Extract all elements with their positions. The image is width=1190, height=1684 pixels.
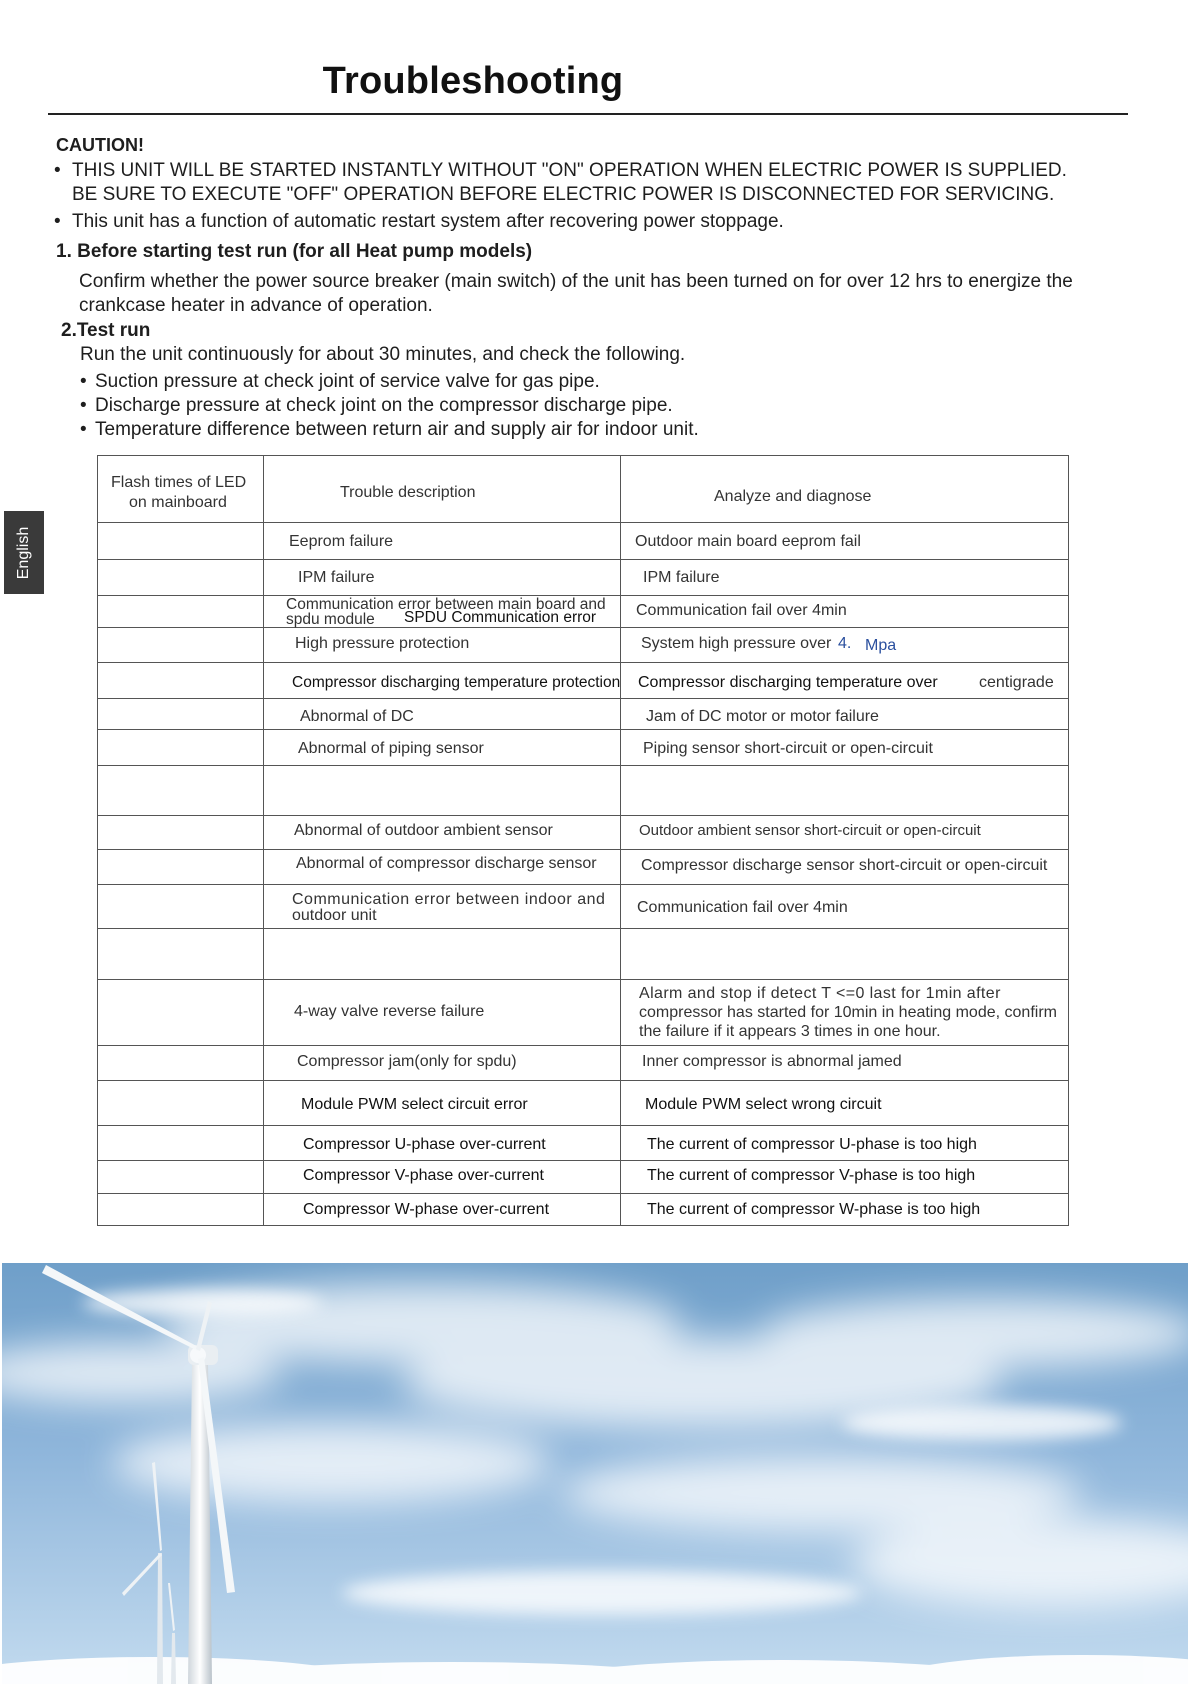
check-item: • Discharge pressure at check joint on the compressor discharge pipe. xyxy=(95,394,673,418)
trouble-cell: Module PWM select circuit error xyxy=(301,1096,528,1113)
trouble-cell: 4-way valve reverse failure xyxy=(294,1003,485,1020)
section-2-intro: Run the unit continuously for about 30 minutes, and check the following. xyxy=(80,344,686,365)
trouble-cell: Abnormal of compressor discharge sensor xyxy=(296,855,597,872)
check-item: • Temperature difference between return air and supply air for indoor unit. xyxy=(95,418,699,442)
trouble-cell-line-2: spdu module xyxy=(286,611,375,628)
table-border xyxy=(1068,455,1069,1226)
trouble-cell: High pressure protection xyxy=(295,635,470,652)
diagnose-cell: Outdoor ambient sensor short-circuit or open-circuit xyxy=(639,822,981,839)
diagnose-cell: The current of compressor U-phase is too high xyxy=(647,1136,977,1153)
caution-bullet-1-line-2: BE SURE TO EXECUTE "OFF" OPERATION BEFORE ELECTRIC POWER IS DISCONNECTED FOR SERVICING. xyxy=(72,184,1055,205)
trouble-cell: Abnormal of DC xyxy=(300,708,414,725)
table-row-divider xyxy=(97,849,1069,850)
trouble-cell-line-1: Communication error between main board and xyxy=(286,596,606,613)
table-border xyxy=(97,455,1069,456)
diagnose-cell: The current of compressor V-phase is too high xyxy=(647,1167,976,1184)
table-divider xyxy=(620,455,621,1226)
language-tab-label: English xyxy=(15,526,32,579)
diagnose-cell: Module PWM select wrong circuit xyxy=(645,1096,882,1113)
table-row-divider xyxy=(97,1193,1069,1194)
diagnose-cell: Inner compressor is abnormal jamed xyxy=(642,1053,902,1070)
table-row-divider xyxy=(97,884,1069,885)
pressure-unit: Mpa xyxy=(865,637,897,654)
diagnose-cell-line-3: the failure if it appears 3 times in one hour. xyxy=(639,1023,941,1040)
diagnose-cell: Piping sensor short-circuit or open-circuit xyxy=(643,740,933,757)
pressure-value: 4. xyxy=(838,635,852,652)
diagnose-cell: Communication fail over 4min xyxy=(636,602,847,619)
header-led-line-2: on mainboard xyxy=(129,494,227,511)
language-tab[interactable] xyxy=(4,511,44,594)
header-analyze-diagnose: Analyze and diagnose xyxy=(714,488,872,505)
trouble-cell: Compressor U-phase over-current xyxy=(303,1136,546,1153)
diagnose-cell: Compressor discharge sensor short-circuit or open-circuit xyxy=(641,857,1048,874)
section-1-line-1: Confirm whether the power source breaker (main switch) of the unit has been turned on for over 12 hrs to energize the xyxy=(79,271,1073,292)
table-row-divider xyxy=(97,1160,1069,1161)
caution-bullet-2: • This unit has a function of automatic restart system after recovering power stoppage. xyxy=(72,210,784,234)
trouble-table xyxy=(97,455,1069,1226)
trouble-cell: Eeprom failure xyxy=(289,533,394,550)
diagnose-cell-line-1: Alarm and stop if detect T <=0 last for 1min after xyxy=(639,985,1001,1002)
table-row-divider xyxy=(97,1045,1069,1046)
wind-turbine-photo xyxy=(2,1263,1188,1684)
table-border xyxy=(97,1225,1069,1226)
trouble-cell: Compressor V-phase over-current xyxy=(303,1167,544,1184)
caution-bullet-1-line-1: • THIS UNIT WILL BE STARTED INSTANTLY WITHOUT "ON" OPERATION WHEN ELECTRIC POWER IS SUPPLIED. xyxy=(72,159,1067,183)
table-row-divider xyxy=(97,979,1069,980)
table-row-divider xyxy=(97,1125,1069,1126)
table-row-divider xyxy=(97,627,1069,628)
table-row-divider xyxy=(97,1080,1069,1081)
diagnose-cell-line-2: compressor has started for 10min in heating mode, confirm xyxy=(639,1004,1057,1021)
trouble-cell: Compressor W-phase over-current xyxy=(303,1201,550,1218)
trouble-cell: Abnormal of piping sensor xyxy=(298,740,484,757)
table-row-divider xyxy=(97,559,1069,560)
table-row-divider xyxy=(97,729,1069,730)
table-border xyxy=(97,455,98,1226)
diagnose-cell: The current of compressor W-phase is too high xyxy=(647,1201,981,1218)
section-2-heading: 2.Test run xyxy=(61,320,151,341)
table-divider xyxy=(263,455,264,1226)
page-title: Troubleshooting xyxy=(322,60,624,102)
trouble-cell: Abnormal of outdoor ambient sensor xyxy=(294,822,553,839)
title-underline xyxy=(48,113,1128,115)
temperature-unit: centigrade xyxy=(979,674,1054,691)
table-row-divider xyxy=(97,522,1069,523)
diagnose-cell: Outdoor main board eeprom fail xyxy=(635,533,861,550)
table-row-divider xyxy=(97,698,1069,699)
diagnose-cell: IPM failure xyxy=(643,569,720,586)
trouble-cell: IPM failure xyxy=(298,569,375,586)
caution-heading: CAUTION! xyxy=(56,135,144,155)
trouble-cell-line-1: Communication error between indoor and xyxy=(292,891,606,908)
check-item: • Suction pressure at check joint of service valve for gas pipe. xyxy=(95,370,600,394)
table-row-divider xyxy=(97,928,1069,929)
section-1-heading: 1. Before starting test run (for all Heat pump models) xyxy=(56,241,533,262)
header-trouble-description: Trouble description xyxy=(340,484,476,501)
table-row-divider xyxy=(97,662,1069,663)
diagnose-cell: Jam of DC motor or motor failure xyxy=(646,708,879,725)
header-led-line-1: Flash times of LED xyxy=(111,474,247,491)
trouble-cell: Compressor jam(only for spdu) xyxy=(297,1053,517,1070)
diagnose-cell: System high pressure over xyxy=(641,635,832,652)
trouble-cell-spdu: SPDU Communication error xyxy=(404,609,597,626)
diagnose-cell: Compressor discharging temperature over xyxy=(638,674,938,691)
trouble-cell-line-2: outdoor unit xyxy=(292,907,377,924)
diagnose-cell: Communication fail over 4min xyxy=(637,899,848,916)
trouble-cell: Compressor discharging temperature protection xyxy=(292,674,621,691)
table-row-divider xyxy=(97,815,1069,816)
table-row-divider xyxy=(97,765,1069,766)
section-1-line-2: crankcase heater in advance of operation. xyxy=(79,295,433,316)
